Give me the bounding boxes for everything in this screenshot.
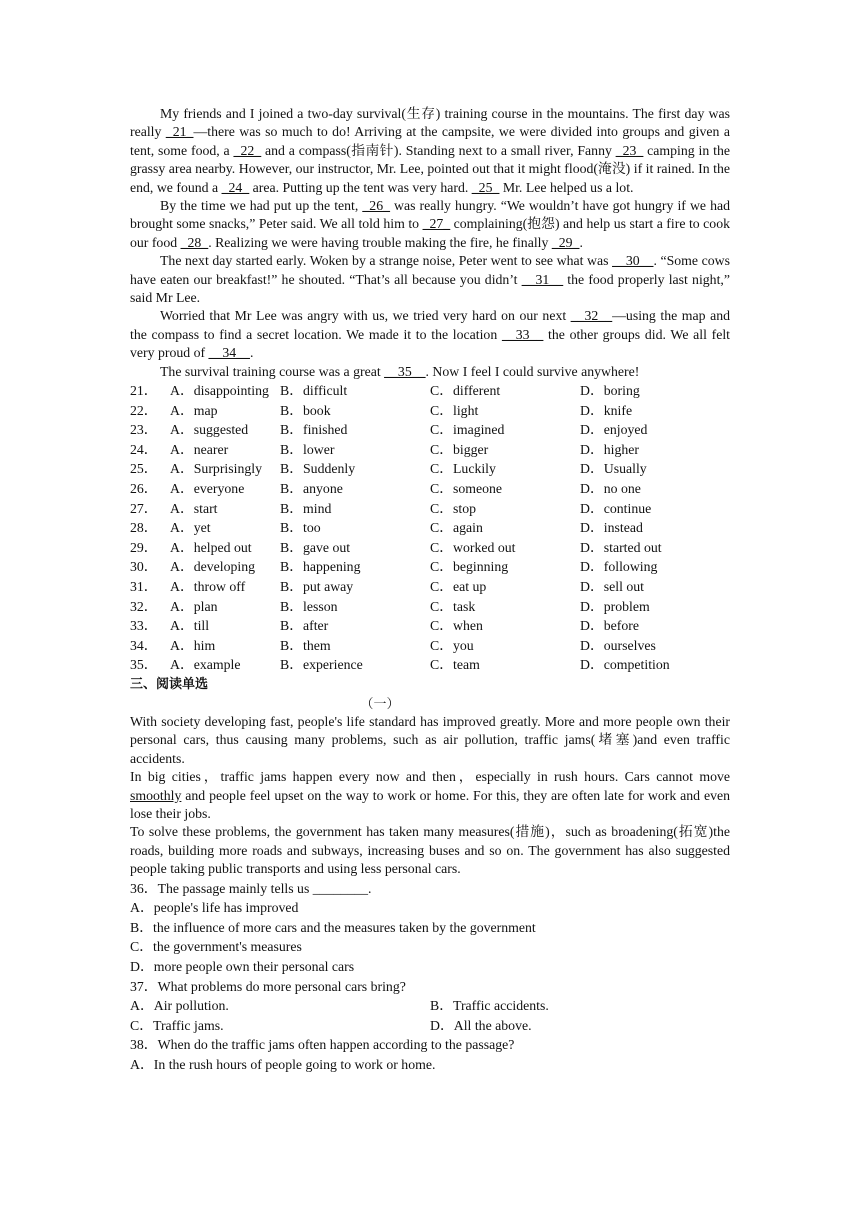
option-c: C．eat up (430, 579, 487, 595)
option-a: A．everyone (170, 481, 245, 497)
cloze-blank: __30__ (612, 253, 654, 269)
option-row (130, 616, 730, 636)
question-38: 38．When do the traffic jams often happen according to the passage? (130, 1037, 515, 1053)
option-row (130, 459, 730, 479)
cloze-text: area. Putting up the tent was very hard. (249, 179, 472, 195)
cloze-blank: _23_ (615, 142, 644, 158)
question-36-option-a: A．people's life has improved (130, 900, 299, 916)
option-a: A．suggested (170, 422, 249, 438)
option-b: B．after (280, 618, 329, 634)
option-a: A．nearer (170, 441, 229, 457)
cloze-text: . Now I feel I could survive anywhere! (425, 363, 640, 379)
cloze-paragraph-2 (130, 197, 734, 252)
option-number: 27． (130, 500, 158, 516)
option-d: D．competition (580, 657, 670, 673)
reading-paragraph-3: To solve these problems, the government has taken many measures(措施)，such as broadening(拓宽)the roads, building more roads and subways, increasing buses and so on. The government has also suggested people taking public transports and using less personal cars. (130, 824, 730, 877)
reading-paragraph-1: With society developing fast, people's life standard has improved greatly. More and more people own their personal cars, thus causing many problems, such as air pollution, traffic jams(堵塞)and even traffic accidents. (130, 714, 730, 766)
option-number: 33． (130, 618, 158, 634)
question-36-option-c: C．the government's measures (130, 939, 302, 955)
option-c: C．beginning (430, 559, 509, 575)
option-b: B．happening (280, 559, 361, 575)
option-b: B．put away (280, 579, 354, 595)
option-c: C．when (430, 618, 483, 634)
option-a: A．start (170, 500, 218, 516)
option-b: B．finished (280, 422, 348, 438)
cloze-blank: _25_ (471, 179, 500, 195)
option-row (130, 577, 730, 597)
paragraph-2-start: In big cities，traffic jams happen every now and then，especially in rush hours. Cars cannot move (130, 769, 730, 785)
option-a: A．helped out (170, 539, 252, 555)
option-c: C．different (430, 383, 501, 399)
option-a: A．till (170, 618, 210, 634)
cloze-text: complaining(抱怨) and help us start a fire to cook our food (130, 216, 734, 250)
option-a: A．throw off (170, 579, 246, 595)
question-37-options-row-1 (130, 996, 730, 1016)
cloze-blank: _27_ (422, 216, 451, 232)
cloze-blank: __34__ (208, 345, 250, 361)
question-38-option-a: A．In the rush hours of people going to work or home. (130, 1057, 436, 1072)
option-row (130, 538, 730, 558)
option-d: D．instead (580, 520, 643, 536)
option-b: B．book (280, 402, 331, 418)
option-row (130, 557, 730, 577)
option-c: C．stop (430, 500, 476, 516)
cloze-text: . “Some cows have eaten our breakfast!” he shouted. “That’s all because you didn’t (130, 253, 734, 287)
option-number: 28． (130, 520, 158, 536)
cloze-text: . (579, 234, 583, 250)
option-c: C．someone (430, 481, 503, 497)
option-d: D．problem (580, 598, 650, 614)
cloze-text: Mr. Lee helped us a lot. (499, 179, 634, 195)
exam-page (130, 105, 734, 1075)
option-number: 25． (130, 461, 158, 477)
option-d: D．no one (580, 481, 641, 497)
option-c: C．Luckily (430, 461, 496, 477)
option-b: B．lower (280, 441, 335, 457)
cloze-text: the other groups did. We all felt very proud of (130, 326, 734, 361)
cloze-text: —there was so much to do! Arriving at the campsite, we were divided into groups and given a tent, some food, a (130, 124, 734, 158)
option-number: 21． (130, 383, 158, 399)
question-36-option-d: D．more people own their personal cars (130, 959, 355, 975)
option-d: D．before (580, 618, 639, 634)
option-d: D．boring (580, 383, 640, 399)
option-b: B．difficult (280, 383, 348, 399)
option-b: B．mind (280, 500, 332, 516)
paragraph-2-end: and people feel upset on the way to work or home. For this, they are often late for work and even lose their jobs. (130, 787, 730, 822)
option-row (130, 401, 730, 421)
option-a: A．Surprisingly (170, 461, 262, 477)
cloze-text: the food properly last night,” said Mr Lee. (130, 271, 734, 306)
option-d: D．ourselves (580, 637, 656, 653)
question-37: 37．What problems do more personal cars bring? (130, 978, 406, 994)
cloze-blank: __35__ (384, 363, 426, 379)
option-a: A．map (170, 402, 218, 418)
option-row (130, 381, 730, 401)
option-b: B．lesson (280, 598, 338, 614)
option-row (130, 636, 730, 656)
option-row (130, 420, 730, 440)
cloze-blank: __31__ (521, 271, 564, 287)
cloze-options (130, 381, 730, 675)
option-a: A．yet (170, 520, 211, 536)
option-number: 34． (130, 637, 158, 653)
option-row (130, 597, 730, 617)
option-a: A．him (170, 637, 216, 653)
option-number: 32． (130, 598, 158, 614)
cloze-text: camping in the grassy area nearby. However, our instructor, Mr. Lee, pointed out that it might flood(淹没) if it rained. In the end, we found a (130, 142, 734, 195)
question-37-option-c: C．Traffic jams. (130, 1017, 224, 1033)
option-a: A．developing (170, 559, 256, 575)
option-c: C．you (430, 637, 474, 653)
cloze-passage (130, 105, 734, 381)
option-c: C．bigger (430, 441, 489, 457)
option-c: C．task (430, 598, 476, 614)
option-number: 30． (130, 559, 158, 575)
question-36-option-b: B．the influence of more cars and the measures taken by the government (130, 919, 536, 935)
cloze-blank: _24_ (221, 179, 250, 195)
option-row (130, 518, 730, 538)
cloze-blank: _28_ (180, 234, 209, 250)
reading-paragraph-2 (130, 768, 730, 823)
option-a: A．plan (170, 598, 218, 614)
cloze-blank: __32__ (570, 308, 613, 324)
option-b: B．anyone (280, 481, 343, 497)
cloze-blank: _26_ (362, 198, 390, 214)
cloze-text: By the time we had put up the tent, (160, 198, 363, 214)
option-c: C．team (430, 657, 480, 673)
cloze-blank: _22_ (233, 142, 262, 158)
option-c: C．light (430, 402, 479, 418)
option-number: 29． (130, 539, 158, 555)
option-d: D．sell out (580, 579, 644, 595)
cloze-blank: __33__ (501, 326, 544, 342)
option-row (130, 655, 730, 675)
question-36: 36．The passage mainly tells us ________. (130, 880, 372, 896)
option-number: 22． (130, 402, 158, 418)
option-number: 26． (130, 481, 158, 497)
option-d: D．enjoyed (580, 422, 648, 438)
question-37-option-d: D．All the above. (430, 1017, 532, 1033)
passage-number: （一） (360, 696, 400, 711)
cloze-text: and a compass(指南针). Standing next to a small river, Fanny (261, 142, 616, 158)
option-number: 23． (130, 422, 158, 438)
cloze-paragraph-5 (130, 363, 730, 381)
cloze-blank: _21_ (165, 124, 194, 140)
underlined-word: smoothly (130, 787, 182, 803)
section-title: 三、阅读单选 (130, 677, 209, 692)
option-d: D．knife (580, 402, 633, 418)
option-d: D．Usually (580, 461, 647, 477)
option-a: A．example (170, 657, 241, 673)
question-37-option-b: B．Traffic accidents. (430, 998, 549, 1014)
option-b: B．experience (280, 657, 363, 673)
cloze-paragraph-1 (130, 105, 734, 197)
option-row (130, 440, 730, 460)
question-37-options-row-2 (130, 1016, 730, 1036)
cloze-blank: _29_ (551, 234, 580, 250)
option-b: B．gave out (280, 539, 351, 555)
option-b: B．Suddenly (280, 461, 356, 477)
cloze-text: The next day started early. Woken by a strange noise, Peter went to see what was (160, 253, 613, 269)
cloze-text: . (249, 345, 254, 361)
option-b: B．them (280, 637, 331, 653)
cloze-text: . Realizing we were having trouble making the fire, he finally (208, 234, 552, 250)
cloze-paragraph-3 (130, 252, 734, 307)
cloze-text: —using the map and the compass to find a secret location. We made it to the location (130, 308, 734, 342)
option-number: 24． (130, 441, 158, 457)
option-row (130, 479, 730, 499)
option-d: D．higher (580, 441, 640, 457)
question-37-option-a: A．Air pollution. (130, 998, 229, 1014)
option-c: C．again (430, 520, 483, 536)
option-d: D．following (580, 559, 658, 575)
option-number: 31． (130, 579, 158, 595)
option-number: 35． (130, 657, 158, 673)
option-row (130, 499, 730, 519)
option-c: C．imagined (430, 422, 505, 438)
option-c: C．worked out (430, 539, 516, 555)
cloze-text: My friends and I joined a two-day survival(生存) training course in the mountains. The first day was really (130, 106, 734, 140)
option-d: D．continue (580, 500, 652, 516)
option-b: B．too (280, 520, 321, 536)
option-d: D．started out (580, 539, 662, 555)
option-a: A．disappointing (170, 383, 269, 399)
cloze-paragraph-4 (130, 307, 734, 362)
cloze-text: was really hungry. “We wouldn’t have got hungry if we had brought some snacks,” Peter said. We all told him to (130, 198, 734, 232)
cloze-text: The survival training course was a great (160, 363, 385, 379)
cloze-text: Worried that Mr Lee was angry with us, we tried very hard on our next (160, 308, 571, 324)
